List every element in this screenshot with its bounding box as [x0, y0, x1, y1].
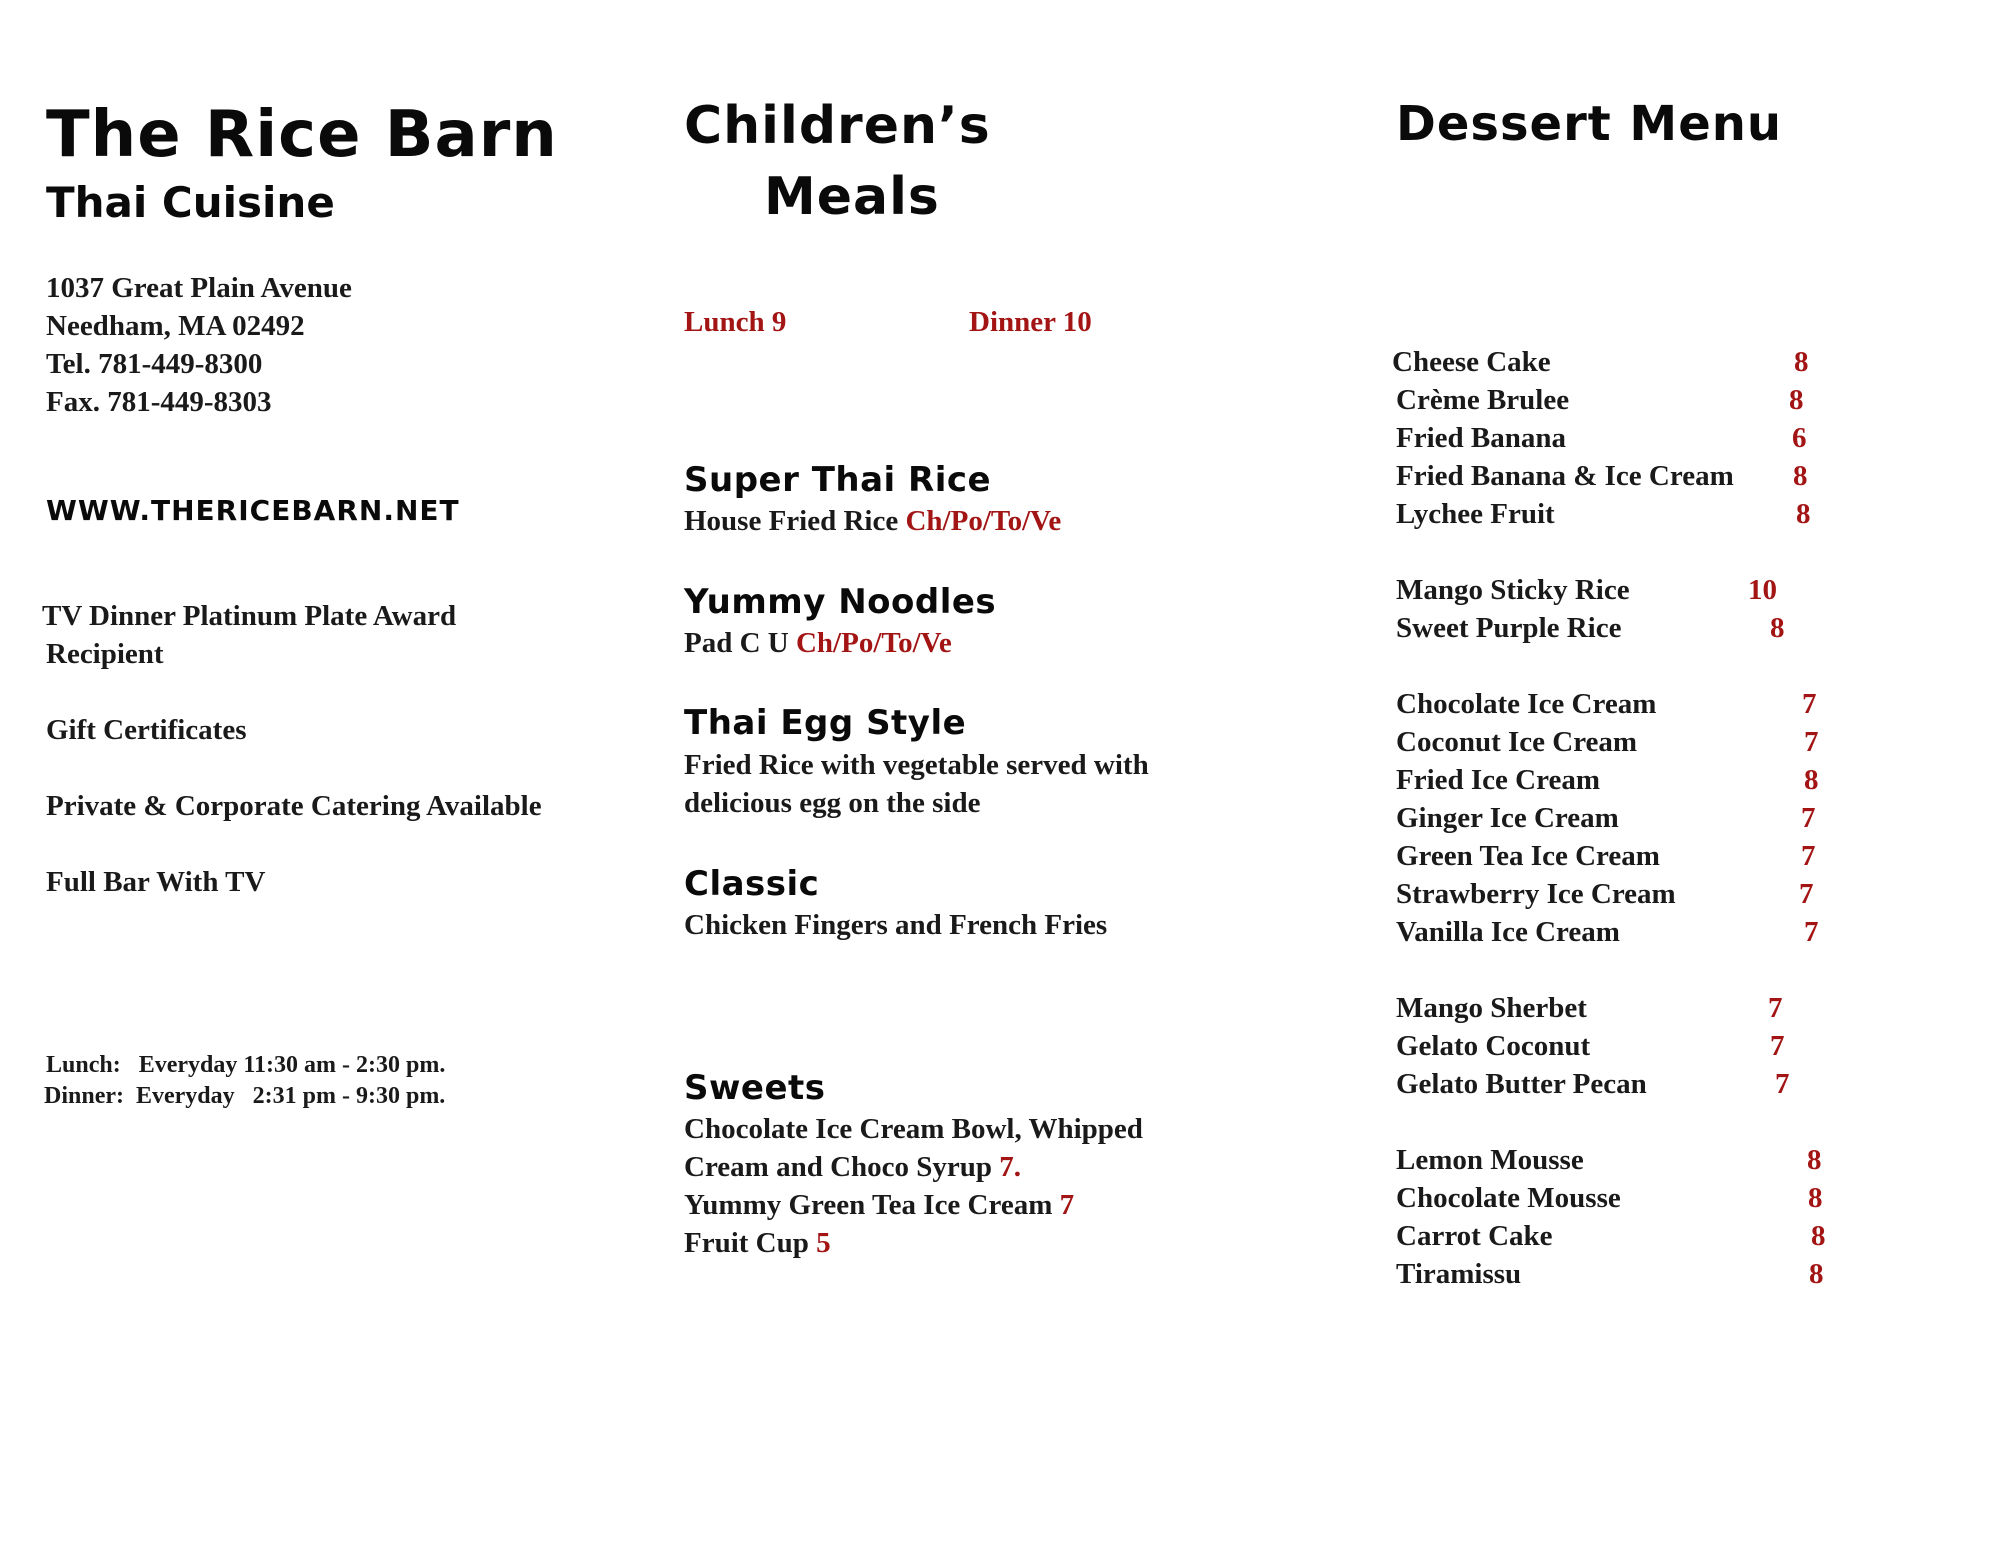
dinner-hours: Dinner: Everyday 2:31 pm - 9:30 pm.	[44, 1083, 446, 1109]
gift-certificates: Gift Certificates	[46, 714, 247, 746]
website-link[interactable]: WWW.THERICEBARN.NET	[46, 494, 460, 527]
dessert-name: Chocolate Ice Cream	[1396, 688, 1657, 720]
sweets-line-text: Fruit Cup	[684, 1227, 817, 1259]
dessert-price: 8	[1807, 1144, 1822, 1176]
dessert-name: Lychee Fruit	[1396, 498, 1555, 530]
dessert-name: Sweet Purple Rice	[1396, 612, 1622, 644]
kids-item-title: Super Thai Rice	[684, 460, 992, 500]
dessert-price: 7	[1770, 1030, 1785, 1062]
dessert-item	[1396, 612, 1856, 650]
restaurant-name: The Rice Barn	[46, 98, 558, 172]
dessert-price: 8	[1804, 764, 1819, 796]
kids-item-desc-text: House Fried Rice	[684, 505, 906, 537]
sweets-line-text: Yummy Green Tea Ice Cream	[684, 1189, 1060, 1221]
dessert-item	[1396, 916, 1856, 954]
dessert-item	[1396, 574, 1856, 612]
dessert-price: 8	[1796, 498, 1811, 530]
dessert-name: Mango Sherbet	[1396, 992, 1587, 1024]
sweets-line-text: Cream and Choco Syrup	[684, 1151, 1000, 1183]
dessert-item	[1396, 688, 1856, 726]
dessert-price: 8	[1809, 1258, 1824, 1290]
childrens-meals-title: Children’s	[684, 96, 991, 156]
sweets-price: 5	[816, 1227, 831, 1259]
dessert-name: Ginger Ice Cream	[1396, 802, 1619, 834]
dessert-price: 6	[1792, 422, 1807, 454]
kids-item-desc: Fried Rice with vegetable served with	[684, 749, 1149, 781]
dessert-item	[1396, 1220, 1856, 1258]
kids-dinner-price: Dinner 10	[969, 306, 1092, 338]
kids-item-options: Ch/Po/To/Ve	[905, 505, 1062, 537]
sweets-title: Sweets	[684, 1068, 826, 1108]
kids-item-desc-text: Pad C U	[684, 627, 796, 659]
sweets-line	[684, 1186, 1074, 1224]
kids-item-options: Ch/Po/To/Ve	[795, 627, 952, 659]
dessert-item	[1396, 1258, 1856, 1296]
kids-item-title: Thai Egg Style	[684, 703, 967, 743]
dessert-price: 7	[1801, 840, 1816, 872]
kids-lunch-price: Lunch 9	[684, 306, 787, 338]
dessert-name: Lemon Mousse	[1396, 1144, 1584, 1176]
kids-item-desc-line2: delicious egg on the side	[684, 787, 981, 819]
dessert-name: Strawberry Ice Cream	[1396, 878, 1676, 910]
dessert-item	[1396, 460, 1856, 498]
dessert-name: Fried Banana	[1396, 422, 1566, 454]
dessert-price: 10	[1748, 574, 1777, 606]
phone-number: Tel. 781-449-8300	[46, 348, 263, 380]
catering-info: Private & Corporate Catering Available	[46, 790, 542, 822]
kids-item-desc: Chicken Fingers and French Fries	[684, 909, 1108, 941]
kids-item-desc	[684, 624, 952, 662]
dessert-name: Chocolate Mousse	[1396, 1182, 1621, 1214]
dessert-price: 7	[1801, 802, 1816, 834]
kids-item-desc	[684, 502, 1061, 540]
dessert-price: 7	[1768, 992, 1783, 1024]
dessert-price: 7	[1804, 726, 1819, 758]
dessert-item	[1396, 764, 1856, 802]
dessert-item	[1396, 878, 1856, 916]
dessert-name: Cheese Cake	[1392, 346, 1551, 378]
dessert-item	[1396, 1068, 1856, 1106]
dessert-price: 8	[1794, 346, 1809, 378]
award-line-2: Recipient	[46, 638, 164, 670]
dessert-item	[1396, 726, 1856, 764]
dessert-name: Coconut Ice Cream	[1396, 726, 1638, 758]
dessert-price: 8	[1811, 1220, 1826, 1252]
dessert-item	[1396, 384, 1856, 422]
dessert-price: 7	[1799, 878, 1814, 910]
dessert-name: Fried Banana & Ice Cream	[1396, 460, 1734, 492]
sweets-line	[684, 1148, 1021, 1186]
dessert-name: Carrot Cake	[1396, 1220, 1553, 1252]
fax-number: Fax. 781-449-8303	[46, 386, 272, 418]
dessert-item	[1396, 1144, 1856, 1182]
dessert-item	[1396, 422, 1856, 460]
dessert-price: 8	[1793, 460, 1808, 492]
dessert-name: Gelato Butter Pecan	[1396, 1068, 1647, 1100]
dessert-item	[1396, 1182, 1856, 1220]
dessert-price: 8	[1770, 612, 1785, 644]
dessert-name: Vanilla Ice Cream	[1396, 916, 1620, 948]
dessert-name: Fried Ice Cream	[1396, 764, 1600, 796]
dessert-price: 7	[1802, 688, 1817, 720]
dessert-item	[1392, 346, 1852, 384]
sweets-line	[684, 1224, 831, 1262]
dessert-item	[1396, 802, 1856, 840]
restaurant-subtitle: Thai Cuisine	[46, 178, 335, 227]
dessert-name: Crème Brulee	[1396, 384, 1570, 416]
kids-item-title: Yummy Noodles	[684, 582, 997, 622]
dessert-price: 8	[1789, 384, 1804, 416]
dessert-item	[1396, 1030, 1856, 1068]
dessert-price: 7	[1804, 916, 1819, 948]
dessert-item	[1396, 992, 1856, 1030]
kids-item-title: Classic	[684, 864, 820, 904]
dessert-name: Tiramissu	[1396, 1258, 1522, 1290]
sweets-line: Chocolate Ice Cream Bowl, Whipped	[684, 1113, 1143, 1145]
childrens-meals-title-line2: Meals	[764, 167, 940, 227]
lunch-hours: Lunch: Everyday 11:30 am - 2:30 pm.	[46, 1052, 446, 1078]
dessert-price: 7	[1775, 1068, 1790, 1100]
dessert-item	[1396, 840, 1856, 878]
address-street: 1037 Great Plain Avenue	[46, 272, 352, 304]
dessert-name: Mango Sticky Rice	[1396, 574, 1630, 606]
dessert-name: Green Tea Ice Cream	[1396, 840, 1660, 872]
dessert-menu-title: Dessert Menu	[1396, 96, 1783, 152]
dessert-name: Gelato Coconut	[1396, 1030, 1591, 1062]
award-line: TV Dinner Platinum Plate Award	[42, 600, 457, 632]
address-city: Needham, MA 02492	[46, 310, 305, 342]
bar-info: Full Bar With TV	[46, 866, 266, 898]
sweets-price: 7.	[999, 1151, 1022, 1183]
sweets-price: 7	[1059, 1189, 1075, 1221]
dessert-price: 8	[1808, 1182, 1823, 1214]
dessert-item	[1396, 498, 1856, 536]
